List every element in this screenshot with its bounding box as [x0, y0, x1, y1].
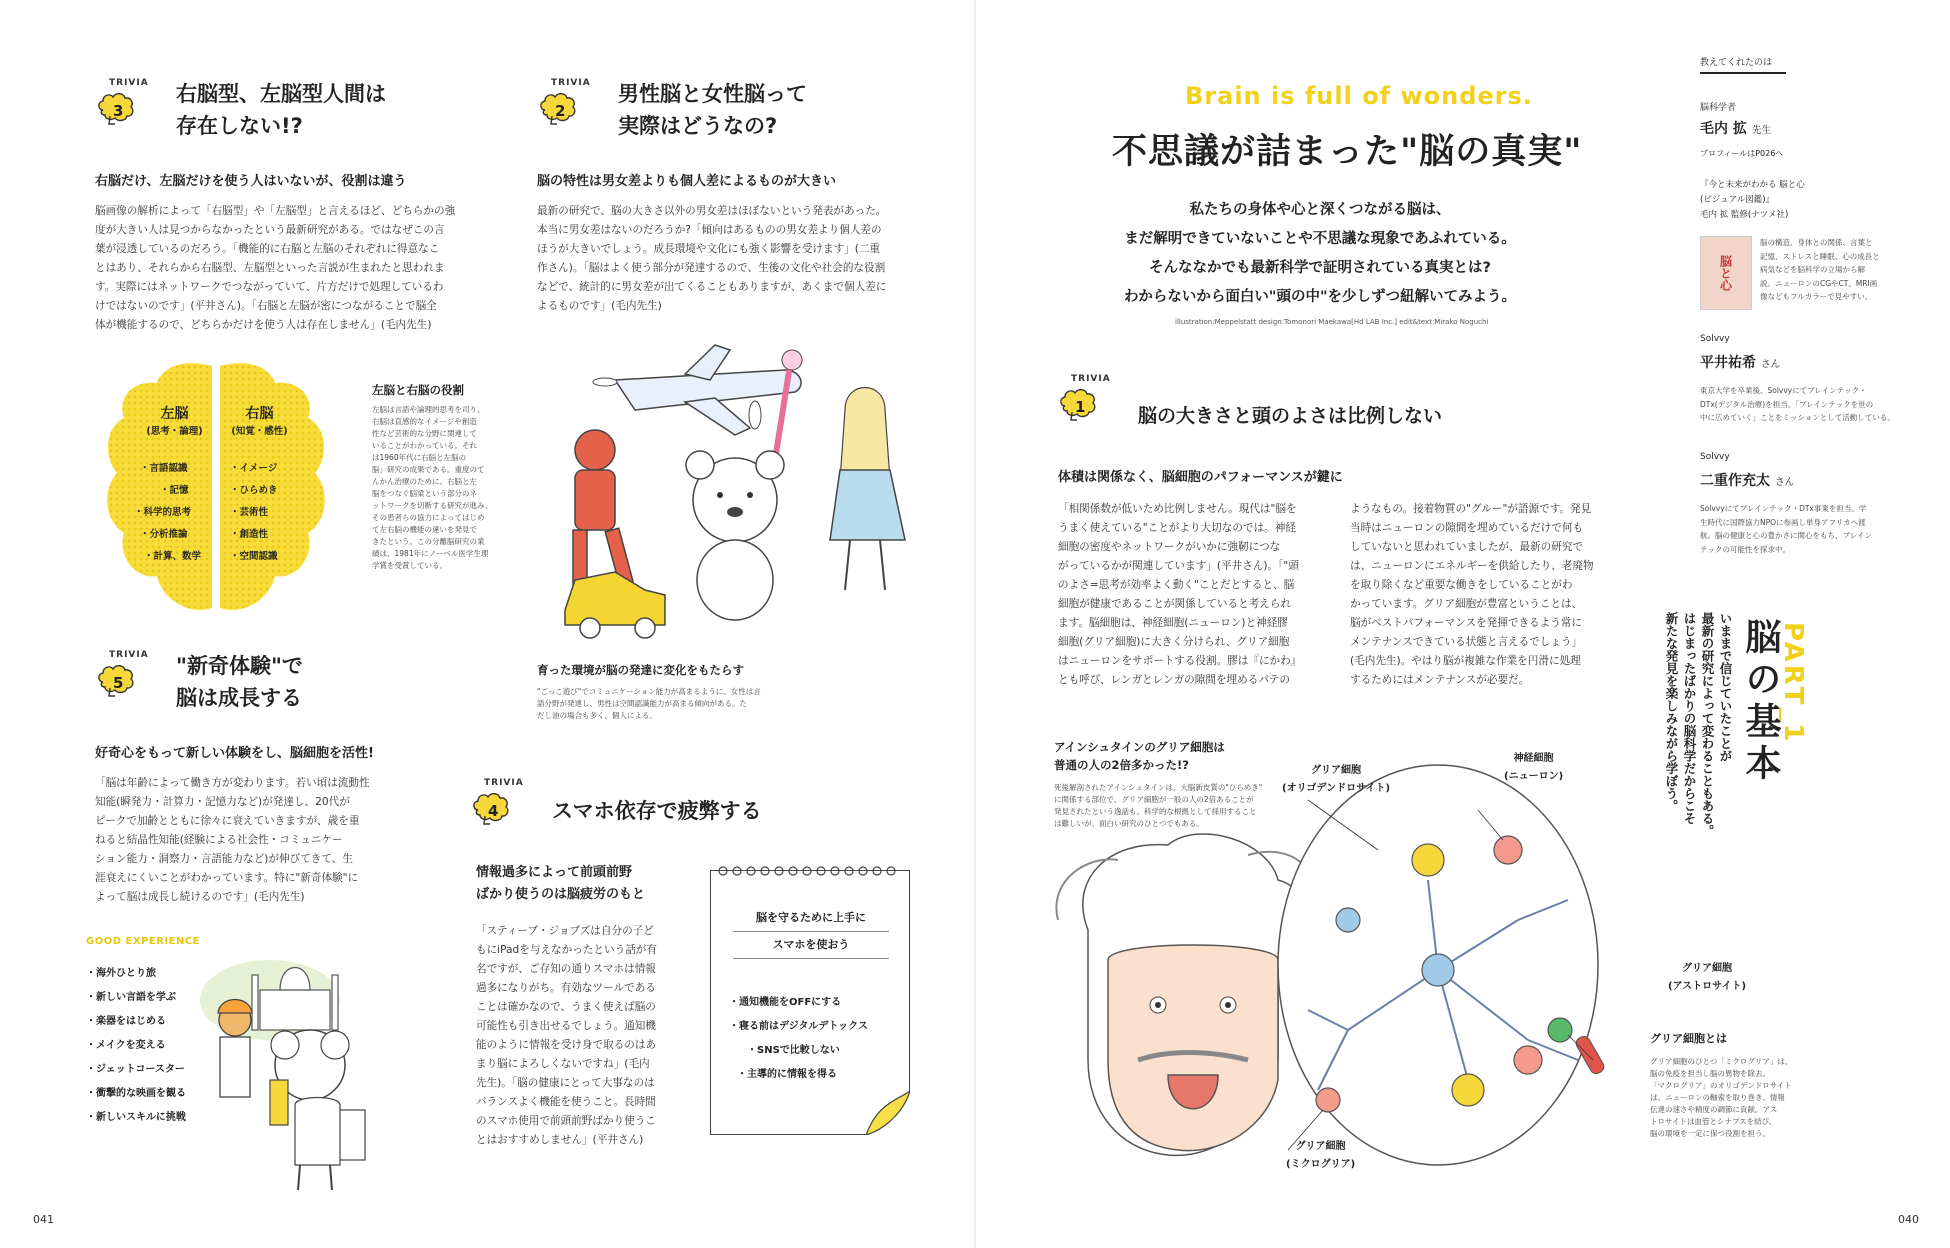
body-line: うまく使えている"ことがより大切なのでは。神経 [1058, 522, 1296, 534]
body-line: かっています。グリア細胞が豊富ということは、 [1350, 598, 1583, 610]
environment-caption-body [537, 686, 937, 722]
glia-cell [1336, 908, 1360, 932]
toy-doll [830, 388, 905, 591]
good-experience-list [86, 962, 186, 1130]
body-line: とはあり、それらから右脳型、左脳型といった言説が生まれたと思われま [95, 262, 445, 274]
trivia-1-body-col2 [1350, 500, 1632, 690]
trivia-3-header [95, 78, 149, 132]
einstein-title-line: アインシュタインのグリア細胞は [1054, 740, 1225, 754]
body-line: 脳がベストパフォーマンスを発揮できるよう常に [1350, 617, 1583, 629]
lead-line: 最新の研究によって変わることもある。 [1700, 612, 1715, 837]
book-title-line: 毛内 拡 監修(ナツメ社) [1700, 210, 1789, 220]
body-line: 先生)。「脳の健康にとって大事なのは [476, 1077, 655, 1089]
body-line: のスマホ使用で前頭前野ばかり使うこ [476, 1115, 656, 1127]
list-item: ・記憶 [160, 485, 189, 496]
trivia-4-subtitle [476, 862, 645, 906]
neuron-cell [1422, 954, 1454, 986]
trivia-3-subtitle: 右脳だけ、左脳だけを使う人はいないが、役割は違う [95, 174, 407, 189]
hero-lead [1100, 196, 1540, 312]
body-line: 過多になりがち。有効なツールである [476, 982, 656, 994]
toy-car [565, 572, 665, 638]
body-line: がっているかが関連しています」(平井さん)。「"頭 [1058, 560, 1299, 572]
brain-diagram [102, 358, 330, 620]
body-line: まり脳によろしくないですね」(毛内 [476, 1058, 650, 1070]
person1-name-row [1700, 118, 1771, 138]
body-line: していないと思われていましたが、最新の研究で [1350, 541, 1584, 553]
title-line: 男性脳と女性脳って [618, 82, 807, 106]
notepad-card [710, 870, 910, 1135]
trivia-1-body-col1 [1058, 500, 1340, 690]
toy-wand [775, 350, 802, 460]
list-item: ・空間認識 [230, 551, 278, 562]
body-line: す。実際にはネットワークでつながっていて、片方だけで処理しているわ [95, 281, 444, 293]
list-item: ・言語認識 [140, 463, 188, 474]
toys-illustration [545, 340, 925, 650]
good-experience-title: GOOD EXPERIENCE [86, 936, 200, 947]
body-line: 東京大学を卒業後、Solvvyにてブレインテック・ [1700, 386, 1867, 395]
list-item: ・衝撃的な映画を観る [86, 1088, 186, 1099]
astrocyte-cell [1494, 836, 1522, 864]
body-line: だし油の場合も多く、個人による。 [537, 711, 657, 720]
body-line: 体が機能するので、どちらかだけを使う人は存在しません」(毛内先生) [95, 319, 432, 331]
body-line: 細胞の密度やネットワークがいかに強靭につな [1058, 541, 1281, 553]
body-line: ットワークを切断する研究が進み、 [372, 501, 493, 510]
notepad-title-line: 脳を守るために上手に [733, 905, 889, 932]
trivia-label: TRIVIA [551, 78, 591, 88]
title-line: 存在しない!? [176, 114, 303, 138]
body-line: を取り除くなど重要な働きをしていることがわ [1350, 579, 1573, 591]
role-body [372, 404, 522, 572]
trivia-2-subtitle: 脳の特性は男女差よりも個人差によるものが大きい [537, 174, 837, 189]
right-brain-title: 右脳 [245, 406, 274, 422]
person3-org: Solvvy [1700, 452, 1730, 462]
body-line: 脳画像の解析によって「右脳型」や「左脳型」と言えるほど、どちらかの強 [95, 205, 456, 217]
person1-suffix: 先生 [1751, 125, 1771, 136]
book-title [1700, 178, 1805, 223]
title-line: 脳は成長する [176, 686, 302, 710]
label-line: グリア細胞 [1311, 765, 1362, 776]
body-line: は1960年代に右脳と左脳の [372, 453, 467, 462]
trivia-3-body [95, 202, 495, 335]
trivia-label: TRIVIA [1071, 374, 1111, 384]
trivia-label: TRIVIA [109, 78, 149, 88]
hero-english-title: Brain is full of wonders. [1185, 82, 1533, 110]
body-line: するためにはメンテナンスが必要だ。 [1350, 674, 1530, 686]
body-line: 細胞が健康であることが関係していると考えられ [1058, 598, 1292, 610]
page-number-left: 041 [33, 1213, 54, 1226]
body-line: 脳」研究の成果である。重度のて [372, 465, 485, 474]
einstein-face [1056, 834, 1314, 1155]
body-line: 死後解剖されたアインシュタインは、大脳新皮質の"ひらめき" [1054, 783, 1263, 792]
list-item: ・新しい言語を学ぶ [86, 992, 176, 1003]
teacher-label: 教えてくれたのは [1700, 58, 1773, 68]
microglia-cell [1316, 1088, 1340, 1112]
trivia-4-body [476, 922, 698, 1150]
body-line: のよさ=思考が効率よく動く"ことだとすると、脳 [1058, 579, 1295, 591]
trivia-label: TRIVIA [484, 778, 524, 788]
body-line: は、ニューロンにエネルギーを供給したり、老廃物 [1350, 560, 1594, 572]
body-line: いることがわかっている。それ [372, 441, 477, 450]
body-line: とも呼び、レンガとレンガの隙間を埋めるパテの [1058, 674, 1291, 686]
label-line: グリア細胞 [1295, 1141, 1346, 1152]
body-line: ねると結晶性知能(経験による社会性・コミュニケー [95, 834, 343, 846]
label-line: グリア細胞 [1682, 963, 1733, 974]
body-line: などで、統計的に男女差が出てくることもありますが、あくまで個人差に [537, 281, 887, 293]
trivia-4-header [470, 778, 524, 832]
trivia-5-subtitle: 好奇心をもって新しい体験をし、脳細胞を活性! [95, 746, 374, 761]
person3-suffix: さん [1775, 477, 1795, 488]
page-gutter [974, 0, 976, 1248]
lead-line: はじまったばかりの脳科学だからこそ [1682, 612, 1697, 825]
label-astrocyte [1668, 960, 1746, 996]
label-line: 神経細胞 [1513, 753, 1554, 764]
oligodendrocyte-cell [1412, 844, 1444, 876]
body-line: 説。ニューロンのCGやCT、MRI画 [1760, 278, 1878, 288]
trivia-1-title: 脳の大きさと頭のよさは比例しない [1138, 405, 1443, 427]
body-line: 脳の免疫を担当し脳の異物を除去。 [1650, 1069, 1770, 1078]
person3-name-row [1700, 470, 1794, 490]
body-line: 像などもフルカラーで見やすい。 [1760, 292, 1873, 301]
body-line: DTx(デジタル治療)を担当。「ブレインテックを世の [1700, 399, 1874, 409]
body-line: 「スティーブ・ジョブズは自分の子ど [476, 925, 654, 937]
part-label: PART_1 [1778, 622, 1808, 745]
travel-illustration [200, 945, 410, 1195]
body-line: 伝達の速さや精度の調節に貢献。アス [1650, 1105, 1778, 1114]
trivia-4-title: スマホ依存で疲弊する [552, 799, 762, 823]
label-line: (ニューロン) [1504, 771, 1564, 782]
list-item: ・分析推論 [140, 529, 188, 540]
body-line: 記憶、ストレスと睡眠、心の成長と [1760, 251, 1880, 261]
body-line: は、ニューロンの軸索を取り巻き、情報 [1650, 1093, 1785, 1102]
body-line: 当時はニューロンの隙間を埋めているだけで何も [1350, 522, 1584, 534]
body-line: 病気などを脳科学の立場から解 [1760, 265, 1865, 274]
label-line: (オリゴデンドロサイト) [1282, 783, 1391, 794]
trivia-number: 4 [488, 802, 499, 820]
notepad-page-curl [866, 1091, 910, 1135]
part-title: 脳の基本 [1740, 618, 1781, 786]
person1-profile: プロフィールはP026へ [1700, 149, 1784, 158]
body-line: 作さん)。「脳はよく使う部分が発達するので、生後の文化や社会的な役割 [537, 262, 886, 274]
person2-description [1700, 384, 1900, 425]
body-line: Solvvyにてブレインテック・DTx事業を担当。学 [1700, 504, 1867, 513]
lead-line: わからないから面白い"頭の中"を少しずつ紐解いてみよう。 [1123, 289, 1517, 305]
body-line: バランスよく機能を使うこと。長時間 [476, 1096, 656, 1108]
title-line: 右脳型、左脳型人間は [176, 82, 386, 106]
person1-name: 毛内 拡 [1700, 121, 1747, 137]
body-line: て左右脳の機能の違いを発見で [372, 525, 477, 534]
person2-name: 平井祐希 [1700, 355, 1756, 371]
right-brain-subtitle: (知覚・感性) [231, 426, 288, 437]
trivia-2-header [537, 78, 591, 132]
trivia-number: 5 [113, 674, 124, 692]
body-line: 語分野が発達し、男性は空間認識能力が高まる傾向がある。た [537, 699, 747, 708]
body-line: 績は、1981年にノーベル医学生理 [372, 549, 489, 558]
body-line: 「マクログリア」のオリゴデンドロサイト [1650, 1081, 1792, 1090]
trivia-5-body [95, 774, 405, 907]
body-line: トロサイトは血管とシナプスを結び、 [1650, 1117, 1777, 1126]
body-line: メンテナンスできている状態と言えるでしょう」 [1350, 636, 1583, 648]
body-line: 「脳は年齢によって働き方が変わります。若い頃は流動性 [95, 777, 370, 789]
body-line: 右脳は直感的なイメージや創造 [372, 417, 477, 426]
body-line: 性など芸術的な分野に関連して [372, 429, 477, 438]
body-line: けではないのです」(平井さん)。「右脳と左脳が密につながることで脳全 [95, 300, 437, 312]
body-line: 航。脳の健康と心の豊かさに関心をもち、ブレイン [1700, 531, 1872, 540]
trivia-2-title [618, 78, 807, 142]
label-microglia [1286, 1138, 1355, 1174]
body-line: ようなもの。接着物質の"グルー"が語源です。発見 [1350, 503, 1592, 515]
body-line: とはおすすめしません」(平井さん) [476, 1134, 644, 1146]
trivia-5-header [95, 650, 149, 704]
body-line: テックの可能性を探求中。 [1700, 544, 1790, 554]
label-line: (ミクログリア) [1286, 1159, 1356, 1170]
teacher-rule [1700, 72, 1786, 74]
list-item: ・計算、数学 [144, 551, 202, 562]
body-line: 可能性も引き出せるでしょう。通知機 [476, 1020, 656, 1032]
body-line: 涯衰えにくいことがわかっています。特に"新奇体験"に [95, 872, 359, 884]
list-item: ・寝る前はデジタルデトックス [729, 1021, 868, 1032]
person1-role: 脳科学者 [1700, 103, 1737, 113]
hero-credit: illustration:Meppelstatt design:Tomonori Maekawa[Hd LAB Inc.] edit&text:Mirako Noguchi [1175, 318, 1489, 326]
list-item: ・芸術性 [230, 507, 269, 518]
list-item: ・SNSで比較しない [747, 1045, 840, 1056]
list-item: ・主導的に情報を得る [737, 1069, 837, 1080]
astrocyte-green-cell [1548, 1018, 1572, 1042]
body-line: 脳の構造、身体との関係、言葉と [1760, 238, 1873, 247]
left-brain-subtitle: (思考・論理) [146, 426, 203, 437]
body-line: 細胞(グリア細胞)に大きく分けられ、グリア細胞 [1058, 636, 1290, 648]
body-line: 最新の研究で、脳の大きさ以外の男女差はほぼないという発表があった。 [537, 205, 887, 217]
label-line: (アストロサイト) [1668, 981, 1747, 992]
title-line: "新奇体験"で [176, 654, 303, 678]
body-line: (毛内先生)。やはり脳が複雑な作業を円滑に処理 [1350, 655, 1581, 667]
environment-caption-title: 育った環境が脳の発達に変化をもたらす [537, 663, 744, 677]
lead-line: いままで信じていたことが [1718, 612, 1733, 762]
astrocyte-cell [1514, 1046, 1542, 1074]
person-turban [218, 1000, 252, 1098]
body-line: 「相関係数が低いため比例しません。現代は"脳を [1058, 503, 1297, 515]
trivia-number: 1 [1075, 398, 1086, 416]
right-brain-list [230, 458, 278, 568]
body-line: 本当に男女差はないのだろうか?「傾向はあるものの男女差より個人差の [537, 224, 882, 236]
notepad-spiral [711, 862, 911, 880]
person2-org: Solvvy [1700, 334, 1730, 344]
notepad-title-line: スマホを使おう [733, 932, 889, 959]
notepad-title [733, 905, 889, 959]
body-line: 葉が浸透しているのだろう。「機能的に右脳と左脳のそれぞれに得意なこ [95, 243, 440, 255]
left-brain-label [137, 403, 212, 437]
role-title: 左脳と右脳の役割 [372, 383, 464, 397]
left-brain-list [122, 458, 201, 568]
body-line: ほうが大きいでしょう。成長環境や文化にも強く影響を受けます」(二重 [537, 243, 881, 255]
book-title-line: (ビジュアル図鑑)』 [1700, 195, 1775, 205]
body-line: んかん治療のために、右脳と左 [372, 477, 477, 486]
page-number-right: 040 [1898, 1213, 1919, 1226]
body-line: 発見されたという逸話も。科学的な根拠として採用すること [1054, 807, 1257, 816]
body-line: きたという。この分離脳研究の業 [372, 537, 485, 546]
lead-line: そんななかでも最新科学で証明されている真実とは? [1149, 260, 1491, 276]
trivia-1-subtitle: 体積は関係なく、脳細胞のパフォーマンスが鍵に [1058, 470, 1343, 485]
body-line: ます。脳細胞は、神経細胞(ニューロン)と神経膠 [1058, 617, 1288, 629]
book-cover-text: 脳と心 [1718, 255, 1733, 291]
person3-name: 二重作充太 [1700, 473, 1770, 489]
trivia-label: TRIVIA [109, 650, 149, 660]
book-title-line: 『今と未来がわかる 脳と心 [1700, 180, 1805, 190]
person2-name-row [1700, 352, 1780, 372]
hero-title: 不思議が詰まった"脳の真実" [1112, 132, 1583, 172]
body-line: ことは確かなので、うまく使えば脳の [476, 1001, 656, 1013]
left-brain-title: 左脳 [160, 406, 189, 422]
body-line: はニューロンをサポートする役割。膠は『にかわ』 [1058, 655, 1302, 667]
body-line: 学賞を受賞している。 [372, 561, 447, 570]
person2-suffix: さん [1761, 359, 1781, 370]
body-line: よるものです」(毛内先生) [537, 300, 662, 312]
body-line: よって脳は成長し続けるのです」(毛内先生) [95, 891, 305, 903]
person3-description [1700, 502, 1900, 556]
lead-line: まだ解明できていないことや不思議な現象であふれている。 [1124, 231, 1516, 247]
glia-title: グリア細胞とは [1650, 1032, 1727, 1045]
einstein-glia-illustration [1048, 760, 1648, 1200]
toy-robot [573, 430, 633, 590]
body-line: グリア細胞のひとつ「ミクログリア」は、 [1650, 1057, 1793, 1066]
body-line: もにiPadを与えなかったという話が有 [476, 944, 657, 956]
poodle-traveler [270, 1030, 365, 1190]
trivia-3-title [176, 78, 386, 142]
body-line: 脳の環境を一定に保つ役割を担う。 [1650, 1129, 1770, 1138]
body-line: 脳をつなぐ脳梁という部分のネ [372, 489, 477, 498]
body-line: 中に広めていく」ことをミッションとして活動している。 [1700, 413, 1895, 422]
body-line: 生時代に国際協力NPOに参画し単身アフリカへ渡 [1700, 517, 1866, 527]
list-item: ・イメージ [230, 463, 278, 474]
glia-body [1650, 1056, 1820, 1140]
body-line: は難しいが、面白い研究のひとつでもある。 [1054, 819, 1204, 828]
body-line: その患者らの協力によってはじめ [372, 513, 485, 522]
part-lead [1662, 612, 1734, 882]
title-line: 実際はどうなの? [618, 114, 778, 138]
body-line: 度が大きい人は見つからなかったという最新研究がある。ではなぜこの言 [95, 224, 445, 236]
list-item: ・科学的思考 [134, 507, 192, 518]
toy-teddy-bear [686, 451, 784, 620]
list-item: ・楽器をはじめる [86, 1016, 166, 1027]
toy-airplane [593, 345, 801, 435]
label-neuron [1504, 750, 1563, 786]
book-cover-image [1700, 236, 1752, 310]
right-brain-label [222, 403, 297, 437]
body-line: "ごっこ遊び"でコミュニケーション能力が高まるように、女性は言 [537, 687, 761, 696]
trivia-2-body [537, 202, 937, 316]
body-line: 名ですが、ご存知の通りスマホは情報 [476, 963, 656, 975]
list-item: ・海外ひとり旅 [86, 968, 156, 979]
body-line: に関係する部位で、グリア細胞が一般の人の2倍あることが [1054, 795, 1254, 804]
list-item: ・ひらめき [230, 485, 278, 496]
subtitle-line: 情報過多によって前頭前野 [476, 865, 633, 880]
notepad-list [729, 991, 868, 1087]
body-line: ピークで加齢とともに徐々に衰えていきますが、歳を重 [95, 815, 360, 827]
trivia-number: 2 [555, 102, 566, 120]
lead-line: 私たちの身体や心と深くつながる脳は、 [1189, 202, 1451, 218]
list-item: ・ジェットコースター [86, 1064, 185, 1075]
trivia-1-header [1057, 374, 1111, 428]
subtitle-line: ばかり使うのは脳疲労のもと [476, 887, 646, 902]
book-description [1760, 236, 1900, 304]
list-item: ・通知機能をOFFにする [729, 997, 842, 1008]
trivia-5-title [176, 650, 303, 714]
lead-line: 新たな発見を楽しみながら学ぼう。 [1664, 612, 1679, 812]
list-item: ・メイクを変える [86, 1040, 166, 1051]
list-item: ・創造性 [230, 529, 269, 540]
label-oligodendrocyte [1282, 762, 1390, 798]
trivia-number: 3 [113, 102, 124, 120]
glia-cell [1452, 1074, 1484, 1106]
body-line: 能のように情報を受け身で取るのはあ [476, 1039, 657, 1051]
body-line: 知能(瞬発力・計算力・記憶力など)が発達し、20代が [95, 796, 350, 808]
list-item: ・新しいスキルに挑戦 [86, 1112, 186, 1123]
einstein-title-line: 普通の人の2倍多かった!? [1054, 758, 1189, 772]
body-line: 左脳は言語や論理的思考を司り、 [372, 405, 485, 414]
body-line: ション能力・洞察力・言語能力など)が伸びてきて、生 [95, 853, 353, 865]
